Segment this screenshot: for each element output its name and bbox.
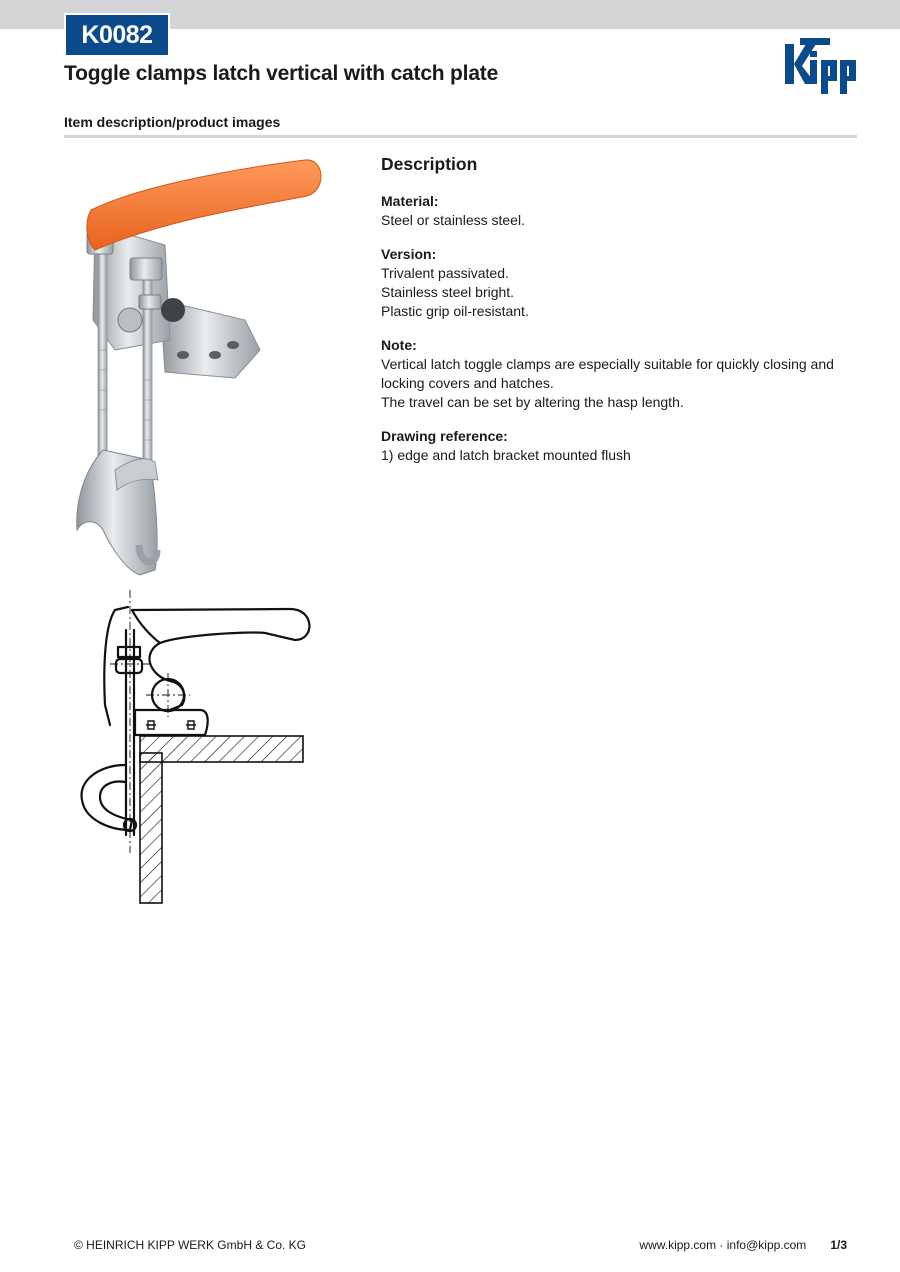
description-panel (381, 153, 857, 480)
version-block (381, 245, 857, 321)
footer-right (639, 1238, 847, 1252)
mounting-drawing (70, 585, 315, 910)
description-heading: Description (381, 154, 478, 174)
version-text: Plastic grip oil-resistant. (381, 303, 529, 319)
note-text: The travel can be set by altering the hasp length. (381, 394, 684, 410)
version-text: Stainless steel bright. (381, 284, 515, 300)
drawing-reference-text: 1) edge and latch bracket mounted flush (381, 447, 631, 463)
kipp-logo (782, 36, 860, 94)
note-text: Vertical latch toggle clamps are especially suitable for quickly closing and locking covers and hatches. (381, 356, 834, 391)
page-title: Toggle clamps latch vertical with catch plate (64, 62, 499, 85)
material-text: Steel or stainless steel. (381, 212, 525, 228)
note-block (381, 336, 857, 412)
section-heading: Item description/product images (64, 114, 281, 130)
page-number: 1/3 (830, 1238, 847, 1252)
footer-copyright: © HEINRICH KIPP WERK GmbH & Co. KG (74, 1238, 306, 1252)
version-text: Trivalent passivated. (381, 265, 509, 281)
drawing-reference-label: Drawing reference: (381, 428, 508, 444)
material-block (381, 192, 857, 230)
footer-contact: www.kipp.com · info@kipp.com (639, 1238, 807, 1252)
material-label: Material: (381, 193, 439, 209)
product-photo (55, 150, 335, 580)
section-divider (64, 135, 857, 138)
note-label: Note: (381, 337, 417, 353)
version-label: Version: (381, 246, 437, 262)
product-code-badge: K0082 (64, 13, 170, 57)
drawing-reference-block (381, 427, 857, 465)
